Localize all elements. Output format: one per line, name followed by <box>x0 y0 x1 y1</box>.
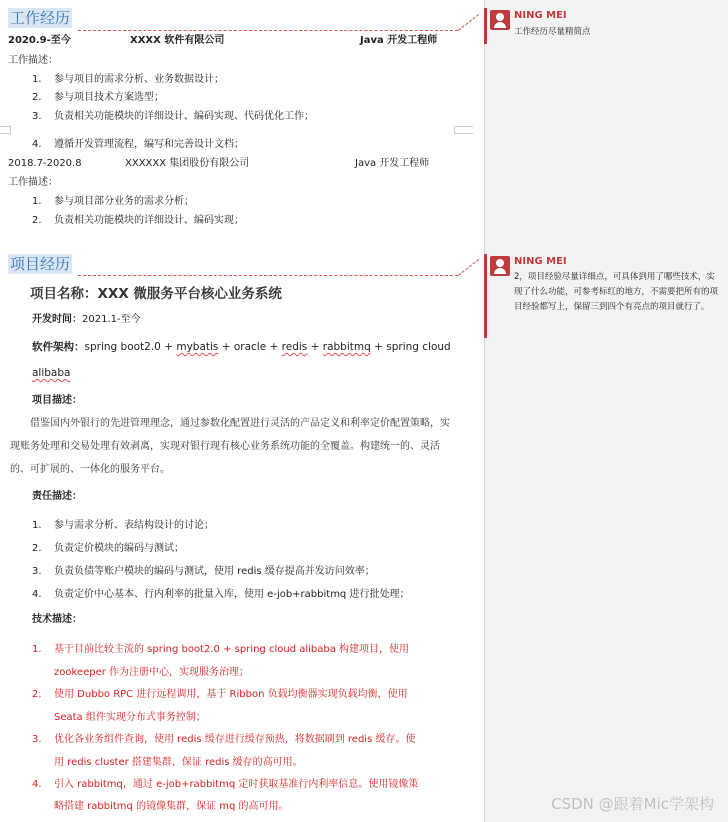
job2-item: 参与项目部分业务的需求分析； <box>54 196 194 207</box>
comment-connector <box>78 30 458 31</box>
dev-time-row <box>32 313 141 327</box>
job1-period: 2020.9-至今 <box>8 35 71 46</box>
work-section-title: 工作经历 <box>10 9 71 27</box>
comment-card[interactable] <box>484 8 728 44</box>
comment-author: NING MEI <box>514 10 567 21</box>
arch-row <box>32 340 451 354</box>
list-number: 1. <box>32 196 42 207</box>
arch-text: mybatis <box>176 341 219 353</box>
project-desc-label: 项目描述： <box>32 395 82 406</box>
comment-text: 2，项目经验尽量详细点，可具体到用了哪些技术，实现了什么功能，可参考标红的地方，不需要把所有的项目经验都写上，保留三到四个有亮点的项目就行了。 <box>514 272 719 312</box>
resp-label: 责任描述： <box>32 491 82 502</box>
watermark: CSDN @跟着Mic学架构 <box>551 795 714 813</box>
page-break-marker <box>454 126 473 134</box>
comment-indicator-bar <box>484 8 487 44</box>
job2-period: 2018.7-2020.8 <box>8 158 82 169</box>
resp-item: 负责定价模块的编码与测试； <box>54 543 184 554</box>
resp-item: 负责定价中心基本、行内利率的批量入库，使用 e-job+rabbitmq 进行批处理； <box>54 589 410 600</box>
arch-text: + spring cloud <box>370 341 451 353</box>
list-number: 2. <box>32 215 42 226</box>
list-number: 4. <box>32 139 42 150</box>
comment-author: NING MEI <box>514 256 567 267</box>
tech-label: 技术描述： <box>32 614 82 625</box>
comment-card[interactable] <box>484 254 728 338</box>
job1-desc-label: 工作描述： <box>8 55 58 66</box>
job1-role: Java 开发工程师 <box>360 35 438 46</box>
tech-item-line: 优化各业务组件查询，使用 redis 缓存进行缓存预热，将数据刷到 redis 缓存。使 <box>54 734 416 745</box>
comment-connector <box>78 275 458 276</box>
job2-company: XXXXXX 集团股份有限公司 <box>125 158 250 169</box>
arch-text: rabbitmq <box>322 341 371 353</box>
list-number: 3. <box>32 111 42 122</box>
project-description: 借鉴国内外银行的先进管理理念，通过参数化配置进行灵活的产品定义和利率定价配置策略，实现账务处理和交易处理有效剥离，实现对银行现有核心业务系统功能的全覆盖。构建统一的、灵活的、可扩展的、一体化的服务平台。 <box>10 418 450 475</box>
arch-text: redis <box>281 341 308 353</box>
tech-item-line: 引入 rabbitmq，通过 e-job+rabbitmq 定时获取基准行内利率信息。使用镜像策 <box>54 779 419 790</box>
tech-item-line: zookeeper 作为注册中心，实现服务治理； <box>54 667 250 678</box>
dev-time-value: 2021.1-至今 <box>82 314 141 325</box>
list-number: 3. <box>32 734 42 745</box>
dev-time-label: 开发时间： <box>32 314 82 325</box>
job1-company: XXXX 软件有限公司 <box>130 35 225 46</box>
arch-label: 软件架构： <box>32 341 85 353</box>
resp-item: 负责负债等账户模块的编码与测试，使用 redis 缓存提高并发访问效率； <box>54 566 375 577</box>
tech-item-line: 略搭建 rabbitmq 的镜像集群，保证 mq 的高可用。 <box>54 801 289 812</box>
job2-item: 负责相关功能模块的详细设计、编码实现； <box>54 215 244 226</box>
list-number: 1. <box>32 74 42 85</box>
comment-text: 工作经历尽量精简点 <box>514 27 591 37</box>
list-number: 2. <box>32 689 42 700</box>
arch-text: + oracle + <box>218 341 282 353</box>
project-section-title: 项目经历 <box>10 255 71 273</box>
job1-item: 参与项目技术方案选型； <box>54 92 164 103</box>
resp-item: 参与需求分析、表结构设计的讨论； <box>54 520 214 531</box>
list-number: 2. <box>32 543 42 554</box>
comment-indicator-bar <box>484 254 487 338</box>
arch-text-line2: alibaba <box>32 367 71 379</box>
job2-desc-label: 工作描述： <box>8 177 58 188</box>
tech-item-line: 基于目前比较主流的 spring boot2.0 + spring cloud alibaba 构建项目，使用 <box>54 644 410 655</box>
job1-item: 参与项目的需求分析、业务数据设计； <box>54 74 224 85</box>
arch-text: + <box>307 341 323 353</box>
list-number: 1. <box>32 644 42 655</box>
job1-item: 负责相关功能模块的详细设计、编码实现、代码优化工作； <box>54 111 314 122</box>
avatar-icon <box>490 256 510 276</box>
avatar-icon <box>490 10 510 30</box>
list-number: 3. <box>32 566 42 577</box>
list-number: 4. <box>32 589 42 600</box>
project-name: 项目名称：XXX 微服务平台核心业务系统 <box>30 286 282 302</box>
comments-pane <box>484 0 728 822</box>
list-number: 1. <box>32 520 42 531</box>
tech-item-line: 用 redis cluster 搭建集群，保证 redis 缓存的高可用。 <box>54 757 303 768</box>
tech-item-line: 使用 Dubbo RPC 进行远程调用，基于 Ribbon 负载均衡器实现负载均衡，使用 <box>54 689 408 700</box>
job1-item: 遵循开发管理流程，编写和完善设计文档； <box>54 139 244 150</box>
tech-item-line: Seata 组件实现分布式事务控制； <box>54 712 206 723</box>
list-number: 2. <box>32 92 42 103</box>
job2-role: Java 开发工程师 <box>355 158 430 169</box>
page-break-marker <box>0 126 11 134</box>
arch-text: spring boot2.0 + <box>84 341 177 353</box>
list-number: 4. <box>32 779 42 790</box>
